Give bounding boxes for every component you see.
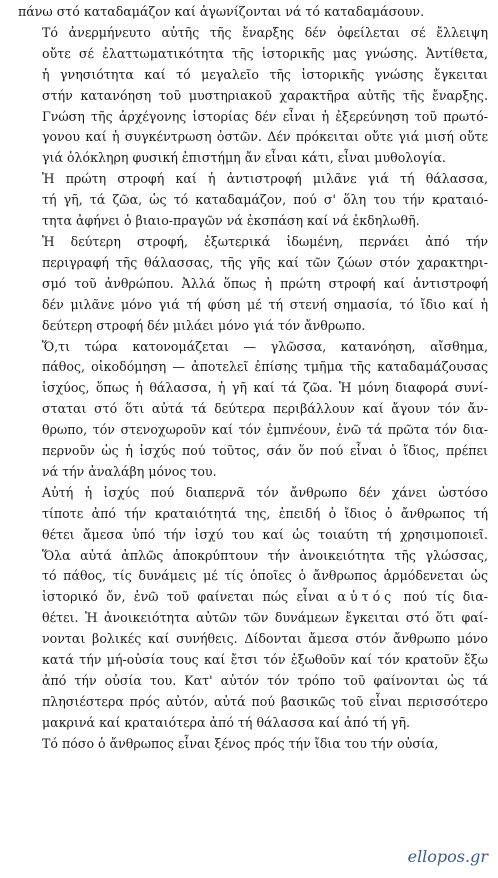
paragraph: [18, 23, 488, 169]
text-line: Ἡ δεύτερη στροφή, ἐξωτερικά ἰδωμένη, περνάει ἀπό τήν: [42, 233, 488, 249]
body-text: [18, 2, 488, 755]
site-watermark: ellopos.gr: [407, 847, 488, 866]
text-line: μακρινά καί κραταιότερα ἀπό τή θάλασσα καί ἀπό τή γῆ.: [42, 714, 410, 730]
paragraph: [18, 232, 488, 337]
text-line: πλησιέστερα πρός αὐτόν, αὐτά πού βασικῶς τοῦ εἶναι περισσότερο: [42, 693, 488, 709]
text-line: κατά τήν μή-οὐσία τους καί ἔτσι τόν ἐξωθοῦν καί τόν κρατοῦν ἔξω: [42, 652, 488, 668]
paragraph: [18, 483, 488, 734]
text-line: τητα ἀφήνει ὁ βιαιο-πραγῶν νά ἐκσπάση καί νά ἐκδηλωθῆ.: [42, 213, 420, 229]
text-line: σταται στό ὅτι αὐτά τά δεύτερα περιβάλλουν καί ἄγουν τόν ἄν-: [42, 401, 488, 417]
text-line: Ὅλα αὐτά ἁπλῶς ἀποκρύπτουν τήν ἀνοικειότητα τῆς γλώσσας,: [42, 547, 488, 563]
text-line: νά τήν ἀναλάβη μόνος του.: [42, 463, 217, 479]
text-line: περνοῦν ὡς ἡ ἰσχύς πού τοῦτος, σάν ὅν πού εἶναι ὁ ἴδιος, πρέπει: [42, 443, 488, 459]
text-line: τίποτε ἀπό τήν κραταιότητά της, ἐπειδή ὁ ἴδιος ὁ ἄνθρωπος τή: [42, 505, 488, 521]
text-line: ἀπό τήν οὐσία του. Κατ' αὐτόν τόν τρόπο τοῦ φαίνονται ὡς τά: [42, 673, 488, 688]
text-line: δεύτερη στροφή δέν μιλάει μόνο γιά τόν ἄνθρωπο.: [42, 317, 366, 333]
paragraph: [18, 734, 488, 755]
text-line: στήν κατανόηση τοῦ μυστηριακοῦ χαρακτῆρα αὐτῆς τῆς ἔναρξης.: [42, 87, 488, 103]
text-line: σμό τοῦ ἀνθρώπου. Ἀλλά ὅπως ἡ πρώτη στροφή καί ἀντιστροφή: [42, 275, 488, 291]
text-line: τή γῆ, τά ζῶα, ὡς τό καταδαμάζον, πού σ' ὅλη του τήν κραταιό-: [42, 192, 488, 208]
paragraph: [18, 169, 488, 232]
text-line: Ὅ,τι τώρα κατονομάζεται — γλῶσσα, κατανόηση, αἴσθημα,: [42, 338, 488, 354]
paragraph: [18, 2, 488, 23]
text-line: Ἡ πρώτη στροφή καί ἡ ἀντιστροφή μιλᾶνε γιά τή θάλασσα,: [42, 171, 488, 187]
text-line: νονται βολικές καί συνήθεις. Δίδονται ἄμεσα στόν ἄνθρωπο μόνο: [42, 631, 488, 647]
text-line: πάθος, οἰκοδόμηση — ἀποτελεῖ ἐπίσης τμῆμα τῆς καταδαμάζουσας: [42, 359, 488, 375]
text-line: ἰσχύος, ὅπως ἡ θάλασσα, ἡ γῆ καί τά ζῶα. Ἡ μόνη διαφορά συνί-: [42, 380, 488, 396]
text-line: Τό ἀνερμήνευτο αὐτῆς τῆς ἔναρξης δέν ὀφείλεται σέ ἔλλειψη: [42, 24, 488, 40]
text-line: θέτει. Ἡ ἀνοικειότητα αὐτῶν τῶν δυνάμεων ἔγκειται στό ὅτι φαί-: [42, 610, 488, 626]
text-line: Αὐτή ἡ ἰσχύς πού διαπερνᾶ τόν ἄνθρωπο δέν χάνει ὡστόσο: [42, 484, 488, 500]
text-line: θρωπο, τόν στενοχωροῦν καί τόν ἐμπνέουν, ἐνῶ τά πρῶτα τόν δια-: [42, 422, 488, 438]
text-line: περιγραφή τῆς θάλασσας, τῆς γῆς καί τῶν ζώων στόν χαρακτηρι-: [42, 254, 488, 270]
text-line: δέν μιλᾶνε μόνο γιά τή φύση μέ τή στενή σημασία, τό ἴδιο καί ἡ: [42, 296, 488, 312]
text-line: πάνω στό καταδαμάζον καί ἀγωνίζονται νά τό καταδαμάσουν.: [18, 4, 425, 19]
text-line: ἡ γνησιότητα καί τό μεγαλεῖο τῆς ἱστορικῆς γνώσης ἔγκειται: [42, 66, 488, 82]
text-line: θέτει ἄμεσα ὑπό τήν ἰσχύ του καί ὡς τοιαύτη τή χρησιμοποιεῖ.: [42, 526, 488, 542]
paragraph: [18, 337, 488, 483]
text-line: οὔτε σέ ἐλαττωματικότητα τῆς ἱστορικῆς μας γνώσης. Ἀντίθετα,: [42, 45, 488, 61]
emphasis-word: αὐτός: [337, 589, 396, 605]
text-line: τό πάθος, τίς δυνάμεις μέ τίς ὁποῖες ὁ ἄνθρωπος ἁρμόδενεται ὡς: [42, 568, 488, 584]
text-line: Γνώση τῆς ἀρχέγονης ἱστορίας δέν εἶναι ἡ ἐξερεύνηση τοῦ πρωτό-: [42, 108, 488, 124]
text-line: Τό πόσο ὁ ἄνθρωπος εἶναι ξένος πρός τήν ἴδια του τήν οὐσία,: [42, 735, 439, 751]
text-line: γιά ὁλόκληρη φυσική ἐπιστήμη ἄν εἶναι κάτι, εἶναι μυθολογία.: [42, 150, 446, 166]
text-line: γονου καί ἡ συγκέντρωση ὀστῶν. Δέν πρόκειται οὔτε γιά μισή οὔτε: [42, 129, 488, 145]
text-line: ἱστορικό ὄν, ἐνῶ τοῦ φαίνεται πώς εἶναι αὐτός πού τίς δια-: [42, 589, 488, 605]
